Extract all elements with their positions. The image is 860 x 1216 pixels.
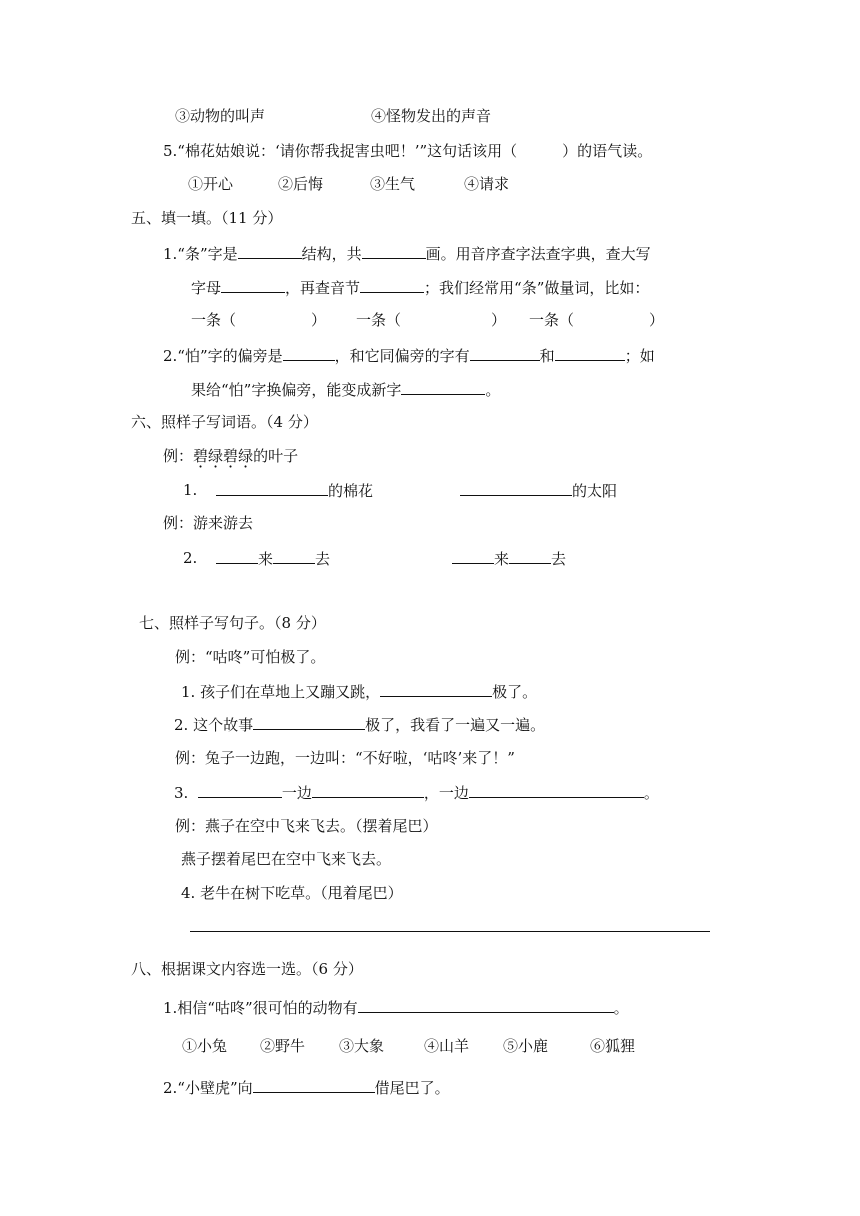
s7-example-3: 例：燕子在空中飞来飞去。（摆着尾巴）	[175, 817, 438, 835]
s6-text: 的叶子	[253, 447, 299, 465]
s6-example-1	[163, 446, 298, 466]
s5-text: ；如	[624, 347, 655, 365]
s8-text: 借尾巴了。	[374, 1079, 450, 1097]
s5-line-1	[163, 243, 651, 263]
s7-text: ，一边	[423, 784, 469, 802]
s8-text: 1.相信“咕咚”很可怕的动物有	[163, 999, 358, 1017]
answer-blank[interactable]	[221, 277, 285, 293]
s6-text: 去	[551, 550, 567, 568]
answer-blank[interactable]	[358, 997, 614, 1013]
s7-text: 3.	[174, 784, 189, 802]
q4-option-3: ③动物的叫声	[175, 107, 266, 125]
s6-text: 去	[315, 550, 331, 568]
section-7-title: 七、照样子写句子。（8 分）	[139, 614, 326, 632]
s5-text: ，和它同偏旁的字有	[334, 347, 470, 365]
s7-text: 极了。	[492, 683, 538, 701]
q5-option: ④请求	[464, 175, 510, 193]
answer-blank[interactable]	[469, 782, 644, 798]
s8-option: ②野牛	[260, 1037, 306, 1055]
s5-line-4	[163, 345, 655, 365]
s5-line-5	[191, 379, 500, 399]
s8-option: ④山羊	[424, 1037, 470, 1055]
answer-blank[interactable]	[238, 243, 302, 259]
s8-text: 2.“小壁虎”向	[163, 1079, 253, 1097]
s8-text: 。	[613, 999, 629, 1017]
answer-blank[interactable]	[253, 714, 365, 730]
s7-item-3	[174, 782, 659, 802]
s6-item-2-num: 2.	[183, 549, 198, 567]
s7-example-2: 例：兔子一边跑，一边叫：“不好啦，‘咕咚’来了！”	[175, 749, 515, 767]
s5-text: 字母	[191, 279, 222, 297]
s7-text: 2. 这个故事	[174, 716, 254, 734]
s8-option: ⑤小鹿	[503, 1037, 549, 1055]
q5-question: 5.“棉花姑娘说：‘请你帮我捉害虫吧！’”这句话该用（ ）的语气读。	[163, 142, 653, 160]
answer-blank[interactable]	[452, 548, 494, 564]
answer-blank[interactable]	[216, 548, 258, 564]
answer-blank[interactable]	[362, 243, 426, 259]
s5-line-2	[191, 277, 649, 297]
s7-text: 。	[643, 784, 659, 802]
s5-measure-word-2[interactable]: 一条（ ）	[356, 311, 507, 329]
s6-item-1b	[460, 480, 617, 500]
s7-example-3-answer: 燕子摆着尾巴在空中飞来飞去。	[181, 850, 392, 868]
s5-text: ；我们经常用“条”做量词，比如：	[424, 279, 650, 297]
dotted-char: 绿	[208, 447, 224, 465]
s6-example-2: 例：游来游去	[163, 514, 254, 532]
s5-measure-word-3[interactable]: 一条（ ）	[529, 311, 665, 329]
s6-item-2a	[216, 548, 330, 568]
answer-blank[interactable]	[312, 782, 424, 798]
s5-text: 和	[539, 347, 555, 365]
s5-text: 结构，共	[301, 245, 362, 263]
answer-blank[interactable]	[198, 782, 282, 798]
s6-text: 的棉花	[328, 482, 374, 500]
s5-text: 2.“怕”字的偏旁是	[163, 347, 283, 365]
answer-blank[interactable]	[380, 681, 492, 697]
answer-blank[interactable]	[555, 345, 625, 361]
s7-text: 极了，我看了一遍又一遍。	[365, 716, 546, 734]
s8-option: ③大象	[339, 1037, 385, 1055]
s5-text: ，再查音节	[285, 279, 361, 297]
s8-option: ⑥狐狸	[590, 1037, 636, 1055]
s8-option: ①小兔	[182, 1037, 228, 1055]
answer-blank[interactable]	[273, 548, 315, 564]
s7-example-1: 例：“咕咚”可怕极了。	[175, 648, 326, 666]
s5-text: 。	[485, 381, 501, 399]
s5-text: 果给“怕”字换偏旁，能变成新字	[191, 381, 402, 399]
s6-item-2b	[452, 548, 566, 568]
s7-item-4: 4. 老牛在树下吃草。（甩着尾巴）	[181, 884, 403, 902]
dotted-char: 碧	[223, 447, 239, 465]
dotted-char: 碧	[193, 447, 209, 465]
answer-blank[interactable]	[401, 379, 485, 395]
answer-blank[interactable]	[216, 480, 328, 496]
s7-text: 1. 孩子们在草地上又蹦又跳，	[181, 683, 381, 701]
q5-option: ①开心	[188, 175, 234, 193]
q5-option: ②后悔	[278, 175, 324, 193]
answer-blank[interactable]	[253, 1077, 375, 1093]
q4-option-4: ④怪物发出的声音	[371, 107, 492, 125]
section-6-title: 六、照样子写词语。（4 分）	[131, 413, 318, 431]
section-5-title: 五、填一填。（11 分）	[131, 209, 283, 227]
answer-blank[interactable]	[460, 480, 572, 496]
s7-item-1	[181, 681, 537, 701]
s5-text: 画。用音序查字法查字典，查大写	[425, 245, 651, 263]
s7-text: 一边	[281, 784, 312, 802]
s5-text: 1.“条”字是	[163, 245, 238, 263]
s6-text: 的太阳	[572, 482, 618, 500]
s6-item-1-num: 1.	[183, 481, 198, 499]
answer-blank[interactable]	[470, 345, 540, 361]
s8-question-1	[163, 997, 629, 1017]
s8-question-2	[163, 1077, 450, 1097]
s6-text: 例：	[163, 447, 194, 465]
s6-text: 来	[494, 550, 510, 568]
s6-item-1a	[216, 480, 373, 500]
s6-text: 来	[258, 550, 274, 568]
answer-blank[interactable]	[360, 277, 424, 293]
q5-option: ③生气	[370, 175, 416, 193]
answer-blank[interactable]	[283, 345, 335, 361]
s7-item-4-answer-line[interactable]	[190, 931, 710, 932]
s5-measure-word-1[interactable]: 一条（ ）	[191, 311, 327, 329]
dotted-char: 绿	[238, 447, 254, 465]
answer-blank[interactable]	[509, 548, 551, 564]
s7-item-2	[174, 714, 545, 734]
section-8-title: 八、根据课文内容选一选。（6 分）	[131, 960, 363, 978]
